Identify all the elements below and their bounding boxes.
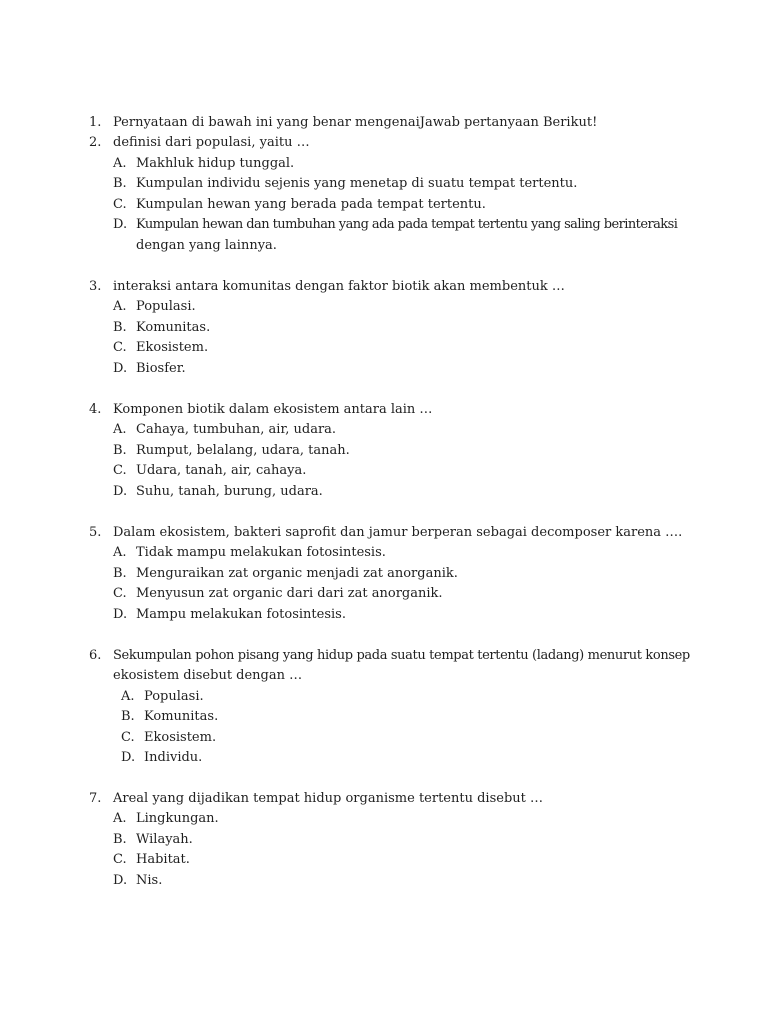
option-text: Kumpulan hewan dan tumbuhan yang ada pada tempat tertentu yang saling berinteraksi xyxy=(136,217,678,232)
option-text: Ekosistem. xyxy=(144,730,217,745)
question-number: 3. xyxy=(89,279,102,294)
option-letter: A. xyxy=(113,156,127,171)
option-text: Tidak mampu melakukan fotosintesis. xyxy=(136,545,386,560)
option-letter: B. xyxy=(121,709,135,724)
option-letter: D. xyxy=(121,750,136,765)
option-letter: D. xyxy=(113,484,128,499)
option-text: Menguraikan zat organic menjadi zat anorganik. xyxy=(136,566,458,581)
question-text: interaksi antara komunitas dengan faktor biotik akan membentuk … xyxy=(113,279,565,294)
option-text: Populasi. xyxy=(136,299,196,314)
question-text: Sekumpulan pohon pisang yang hidup pada suatu tempat tertentu (ladang) menurut konsep xyxy=(113,648,690,663)
option-letter: A. xyxy=(113,422,127,437)
option-letter: D. xyxy=(113,873,128,888)
option-text-continued: dengan yang lainnya. xyxy=(136,238,277,253)
option-letter: C. xyxy=(113,463,127,478)
question-number: 4. xyxy=(89,402,102,417)
question-number: 5. xyxy=(89,525,102,540)
option-text: Komunitas. xyxy=(136,320,211,335)
option-letter: A. xyxy=(113,299,127,314)
question-text: definisi dari populasi, yaitu … xyxy=(113,135,310,150)
option-text: Menyusun zat organic dari dari zat anorganik. xyxy=(136,586,443,601)
option-text: Individu. xyxy=(144,750,203,765)
option-text: Mampu melakukan fotosintesis. xyxy=(136,607,346,622)
option-letter: B. xyxy=(113,566,127,581)
option-text: Wilayah. xyxy=(136,832,193,847)
option-letter: B. xyxy=(113,443,127,458)
question-number: 6. xyxy=(89,648,102,663)
option-text: Makhluk hidup tunggal. xyxy=(136,156,295,171)
option-letter: D. xyxy=(113,217,128,232)
option-text: Cahaya, tumbuhan, air, udara. xyxy=(136,422,337,437)
option-text: Populasi. xyxy=(144,689,204,704)
option-letter: B. xyxy=(113,320,127,335)
option-text: Kumpulan individu sejenis yang menetap di suatu tempat tertentu. xyxy=(136,176,578,191)
option-text: Lingkungan. xyxy=(136,811,219,826)
question-number: 2. xyxy=(89,135,102,150)
option-letter: A. xyxy=(121,689,135,704)
option-letter: C. xyxy=(113,340,127,355)
question-number: 1. xyxy=(89,115,102,130)
option-text: Rumput, belalang, udara, tanah. xyxy=(136,443,350,458)
question-number: 7. xyxy=(89,791,102,806)
option-letter: C. xyxy=(113,852,127,867)
option-text: Nis. xyxy=(136,873,163,888)
option-letter: A. xyxy=(113,545,127,560)
question-text: Areal yang dijadikan tempat hidup organisme tertentu disebut … xyxy=(113,791,543,806)
option-letter: D. xyxy=(113,607,128,622)
option-text: Suhu, tanah, burung, udara. xyxy=(136,484,323,499)
option-letter: A. xyxy=(113,811,127,826)
option-text: Ekosistem. xyxy=(136,340,209,355)
option-letter: C. xyxy=(113,586,127,601)
question-text-continued: ekosistem disebut dengan … xyxy=(113,668,303,683)
question-text: Pernyataan di bawah ini yang benar mengenaiJawab pertanyaan Berikut! xyxy=(113,115,598,130)
option-text: Habitat. xyxy=(136,852,190,867)
option-text: Udara, tanah, air, cahaya. xyxy=(136,463,307,478)
option-letter: C. xyxy=(113,197,127,212)
option-letter: B. xyxy=(113,176,127,191)
option-letter: C. xyxy=(121,730,135,745)
option-text: Biosfer. xyxy=(136,361,186,376)
option-letter: B. xyxy=(113,832,127,847)
option-text: Komunitas. xyxy=(144,709,219,724)
question-text: Komponen biotik dalam ekosistem antara lain … xyxy=(113,402,433,417)
question-text: Dalam ekosistem, bakteri saprofit dan jamur berperan sebagai decomposer karena …. xyxy=(113,525,683,540)
option-letter: D. xyxy=(113,361,128,376)
option-text: Kumpulan hewan yang berada pada tempat tertentu. xyxy=(136,197,486,212)
